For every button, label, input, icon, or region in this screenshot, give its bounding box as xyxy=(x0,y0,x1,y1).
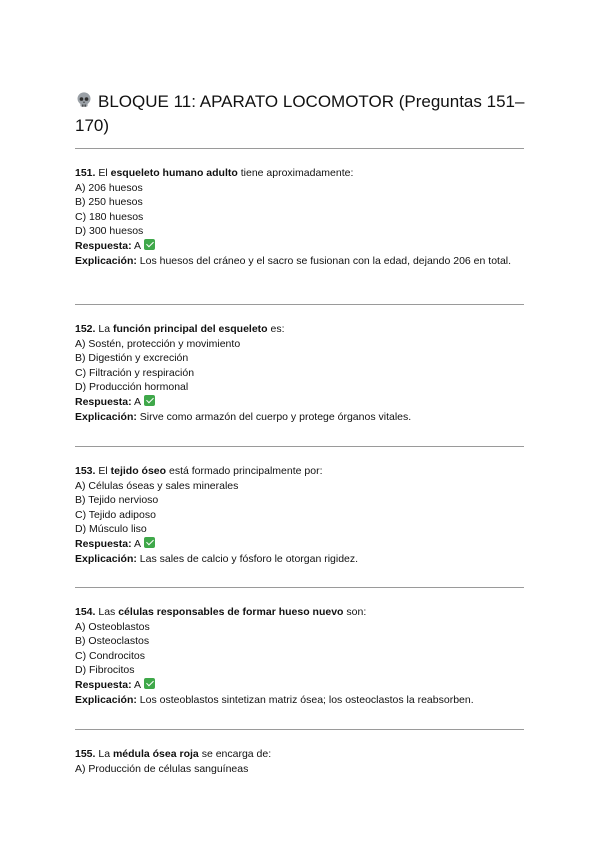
check-mark-icon xyxy=(144,395,155,406)
question-block xyxy=(75,322,525,424)
question-block xyxy=(75,464,525,566)
question-prompt: 155. La médula ósea roja se encarga de: xyxy=(75,748,272,760)
option: B) Osteoclastos xyxy=(75,635,150,648)
answer-line: Respuesta: A xyxy=(75,395,525,410)
page-title xyxy=(75,90,535,138)
option: A) Osteoblastos xyxy=(75,620,150,633)
question-block xyxy=(75,605,525,707)
explanation-line: Explicación: Los osteoblastos sintetizan matriz ósea; los osteoclastos la reabsorben. xyxy=(75,693,474,706)
divider xyxy=(75,446,524,447)
answer-value: A xyxy=(133,678,141,691)
answer-line: Respuesta: A xyxy=(75,678,525,693)
explanation-line: Explicación: Los huesos del cráneo y el sacro se fusionan con la edad, dejando 206 en total. xyxy=(75,254,512,267)
option: C) 180 huesos xyxy=(75,210,144,223)
check-mark-icon xyxy=(144,678,155,689)
explanation-line: Explicación: Las sales de calcio y fósforo le otorgan rigidez. xyxy=(75,552,359,565)
question-prompt: 154. Las células responsables de formar hueso nuevo son: xyxy=(75,606,367,618)
answer-value: A xyxy=(133,537,141,550)
question-prompt: 153. El tejido óseo está formado principalmente por: xyxy=(75,465,323,477)
option: D) Fibrocitos xyxy=(75,664,135,677)
divider xyxy=(75,148,524,149)
question-block xyxy=(75,747,525,776)
answer-value: A xyxy=(133,395,141,408)
option: B) 250 huesos xyxy=(75,196,143,209)
title-text: BLOQUE 11: APARATO LOCOMOTOR (Preguntas 151–170) xyxy=(75,92,525,135)
question-emphasis: esqueleto humano adulto xyxy=(110,167,238,179)
option: C) Filtración y respiración xyxy=(75,366,195,379)
option: A) Producción de células sanguíneas xyxy=(75,762,249,775)
divider xyxy=(75,587,524,588)
divider xyxy=(75,304,524,305)
question-block xyxy=(75,166,525,268)
option: A) Células óseas y sales minerales xyxy=(75,479,239,492)
question-prompt: 152. La función principal del esqueleto es: xyxy=(75,323,285,335)
explanation-line: Explicación: Sirve como armazón del cuerpo y protege órganos vitales. xyxy=(75,410,412,423)
answer-line: Respuesta: A xyxy=(75,239,525,254)
answer-line: Respuesta: A xyxy=(75,537,525,552)
option: D) Producción hormonal xyxy=(75,381,189,394)
option: A) Sostén, protección y movimiento xyxy=(75,337,241,350)
check-mark-icon xyxy=(144,537,155,548)
question-prompt: 151. El esqueleto humano adulto tiene aproximadamente: xyxy=(75,167,354,179)
option: D) 300 huesos xyxy=(75,225,144,238)
skull-icon xyxy=(75,91,93,109)
option: B) Digestión y excreción xyxy=(75,352,189,365)
divider xyxy=(75,729,524,730)
question-emphasis: tejido óseo xyxy=(110,465,167,477)
option: A) 206 huesos xyxy=(75,181,143,194)
option: D) Músculo liso xyxy=(75,523,147,536)
question-emphasis: función principal del esqueleto xyxy=(112,323,268,335)
answer-value: A xyxy=(133,239,141,252)
question-emphasis: médula ósea roja xyxy=(112,748,199,760)
option: C) Condrocitos xyxy=(75,649,146,662)
check-mark-icon xyxy=(144,239,155,250)
option: C) Tejido adiposo xyxy=(75,508,156,521)
question-emphasis: células responsables de formar hueso nuevo xyxy=(118,606,344,618)
option: B) Tejido nervioso xyxy=(75,494,159,507)
